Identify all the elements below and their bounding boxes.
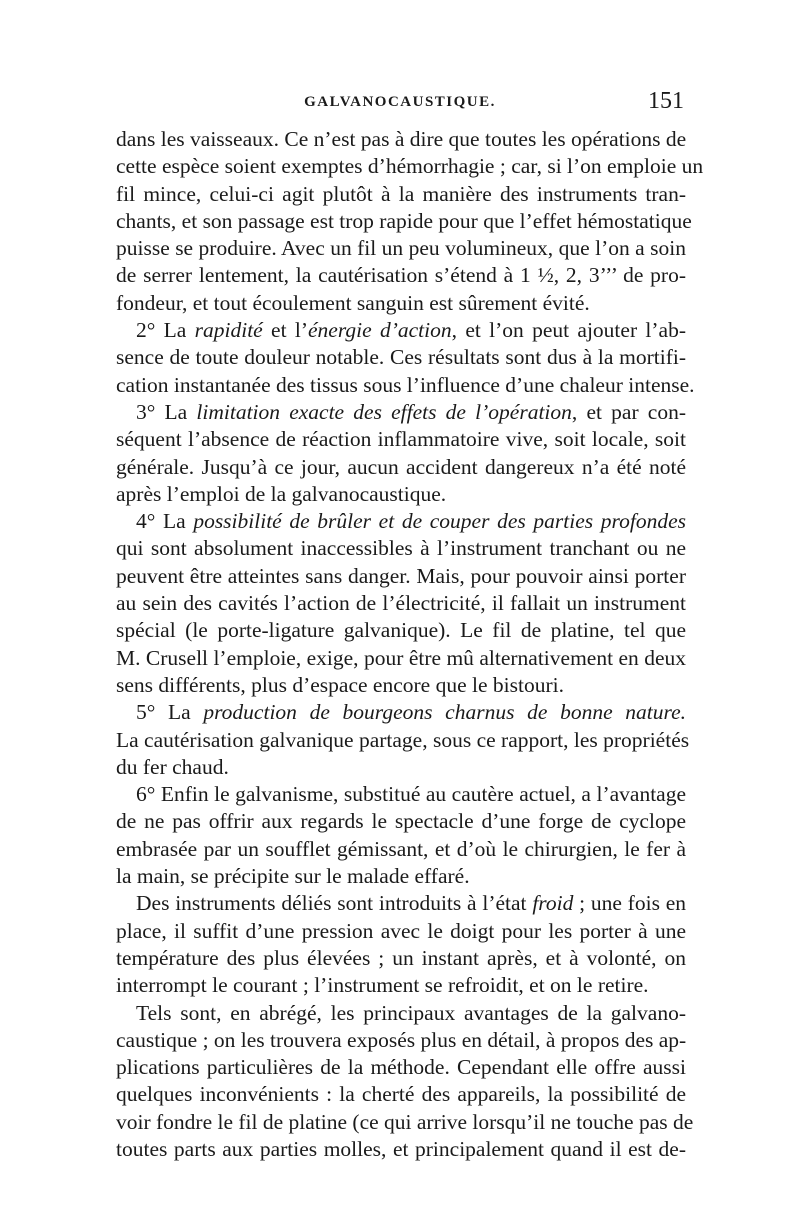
text-line: toutes parts aux parties molles, et principalement quand il est de- [116,1136,686,1161]
line-segment: ; une fois en [573,891,686,916]
text-line: cette espèce soient exemptes d’hémorrhagie ; car, si l’on emploie un [116,154,704,179]
text-line: dans les vaisseaux. Ce n’est pas à dire que toutes les opérations de [116,127,687,151]
italic-phrase: limitation exacte des effets de l’opération [196,399,572,424]
italic-phrase: production de bourgeons charnus de bonne nature. [203,700,686,725]
text-line [116,699,686,726]
text-line: du fer chaud. [116,754,229,779]
text-line [116,317,686,344]
text-line: fil mince, celui-ci agit plutôt à la manière des instruments tran- [116,181,686,206]
text-line: plications particulières de la méthode. Cependant elle offre aussi [116,1055,686,1080]
italic-phrase: possibilité de brûler et de couper des parties profondes [193,509,686,534]
line-segment: 5° La [136,700,204,725]
running-head [116,88,684,118]
text-line: spécial (le porte-ligature galvanique). Le fil de platine, tel que [116,618,686,643]
line-segment: , et l’on peut ajouter l’ab- [451,318,686,343]
text-line: embrasée par un soufflet gémissant, et d’où le chirurgien, le fer à [116,836,686,861]
text-line: de ne pas offrir aux regards le spectacle d’une forge de cyclope [116,809,686,834]
text-line: place, il suffit d’une pression avec le doigt pour les porter à une [116,918,686,943]
text-line: la main, se précipite sur le malade effaré. [116,864,470,889]
text-line [116,890,686,917]
line-segment: 4° La [136,509,194,534]
text-line [116,508,686,535]
text-line: qui sont absolument inaccessibles à l’instrument tranchant ou ne [116,536,686,561]
text-line: cation instantanée des tissus sous l’influence d’une chaleur intense. [116,372,695,397]
text-line: séquent l’absence de réaction inflammatoire vive, soit locale, soit [116,427,686,452]
text-line: chants, et son passage est trop rapide pour que l’effet hémostatique [116,208,692,233]
line-segment: et l’ [262,318,308,343]
running-title: GALVANOCAUSTIQUE. [304,94,496,110]
text-line: fondeur, et tout écoulement sanguin est sûrement évité. [116,290,590,315]
text-line: après l’emploi de la galvanocaustique. [116,481,447,506]
text-line: interrompt le courant ; l’instrument se refroidit, et on le retire. [116,973,649,998]
text-line: sens différents, plus d’espace encore que le bistouri. [116,672,564,697]
text-line: caustique ; on les trouvera exposés plus en détail, à propos des ap- [116,1027,687,1052]
text-line: La cautérisation galvanique partage, sous ce rapport, les propriétés [116,727,690,752]
text-line: température des plus élevées ; un instant après, et à volonté, on [116,945,686,970]
line-segment: , et par con- [571,399,687,424]
body-text [116,126,704,1163]
text-line: générale. Jusqu’à ce jour, aucun accident dangereux n’a été noté [116,454,686,479]
line-segment: Des instruments déliés sont introduits à l’état [136,891,533,916]
line-segment: 2° La [136,318,195,343]
italic-phrase: énergie d’action [308,318,452,343]
text-line [116,399,686,426]
text-line: quelques inconvénients : la cherté des appareils, la possibilité de [116,1082,686,1107]
text-line: M. Crusell l’emploie, exige, pour être mû alternativement en deux [116,645,686,670]
text-line: 6° Enfin le galvanisme, substitué au cautère actuel, a l’avantage [136,782,686,807]
text-line: peuvent être atteintes sans danger. Mais, pour pouvoir ainsi porter [116,563,686,588]
text-line: puisse se produire. Avec un fil un peu volumineux, que l’on a soin [116,236,686,261]
text-line: au sein des cavités l’action de l’électricité, il fallait un instrument [116,591,686,616]
italic-phrase: froid [532,891,574,916]
text-line: sence de toute douleur notable. Ces résultats sont dus à la mortifi- [116,345,686,370]
text-line: voir fondre le fil de platine (ce qui arrive lorsqu’il ne touche pas de [116,1109,694,1134]
text-line: Tels sont, en abrégé, les principaux avantages de la galvano- [136,1000,686,1025]
page-number: 151 [648,88,684,114]
text-line: de serrer lentement, la cautérisation s’étend à 1 ½, 2, 3’’’ de pro- [116,263,686,288]
italic-phrase: rapidité [194,318,263,343]
line-segment: 3° La [136,399,197,424]
